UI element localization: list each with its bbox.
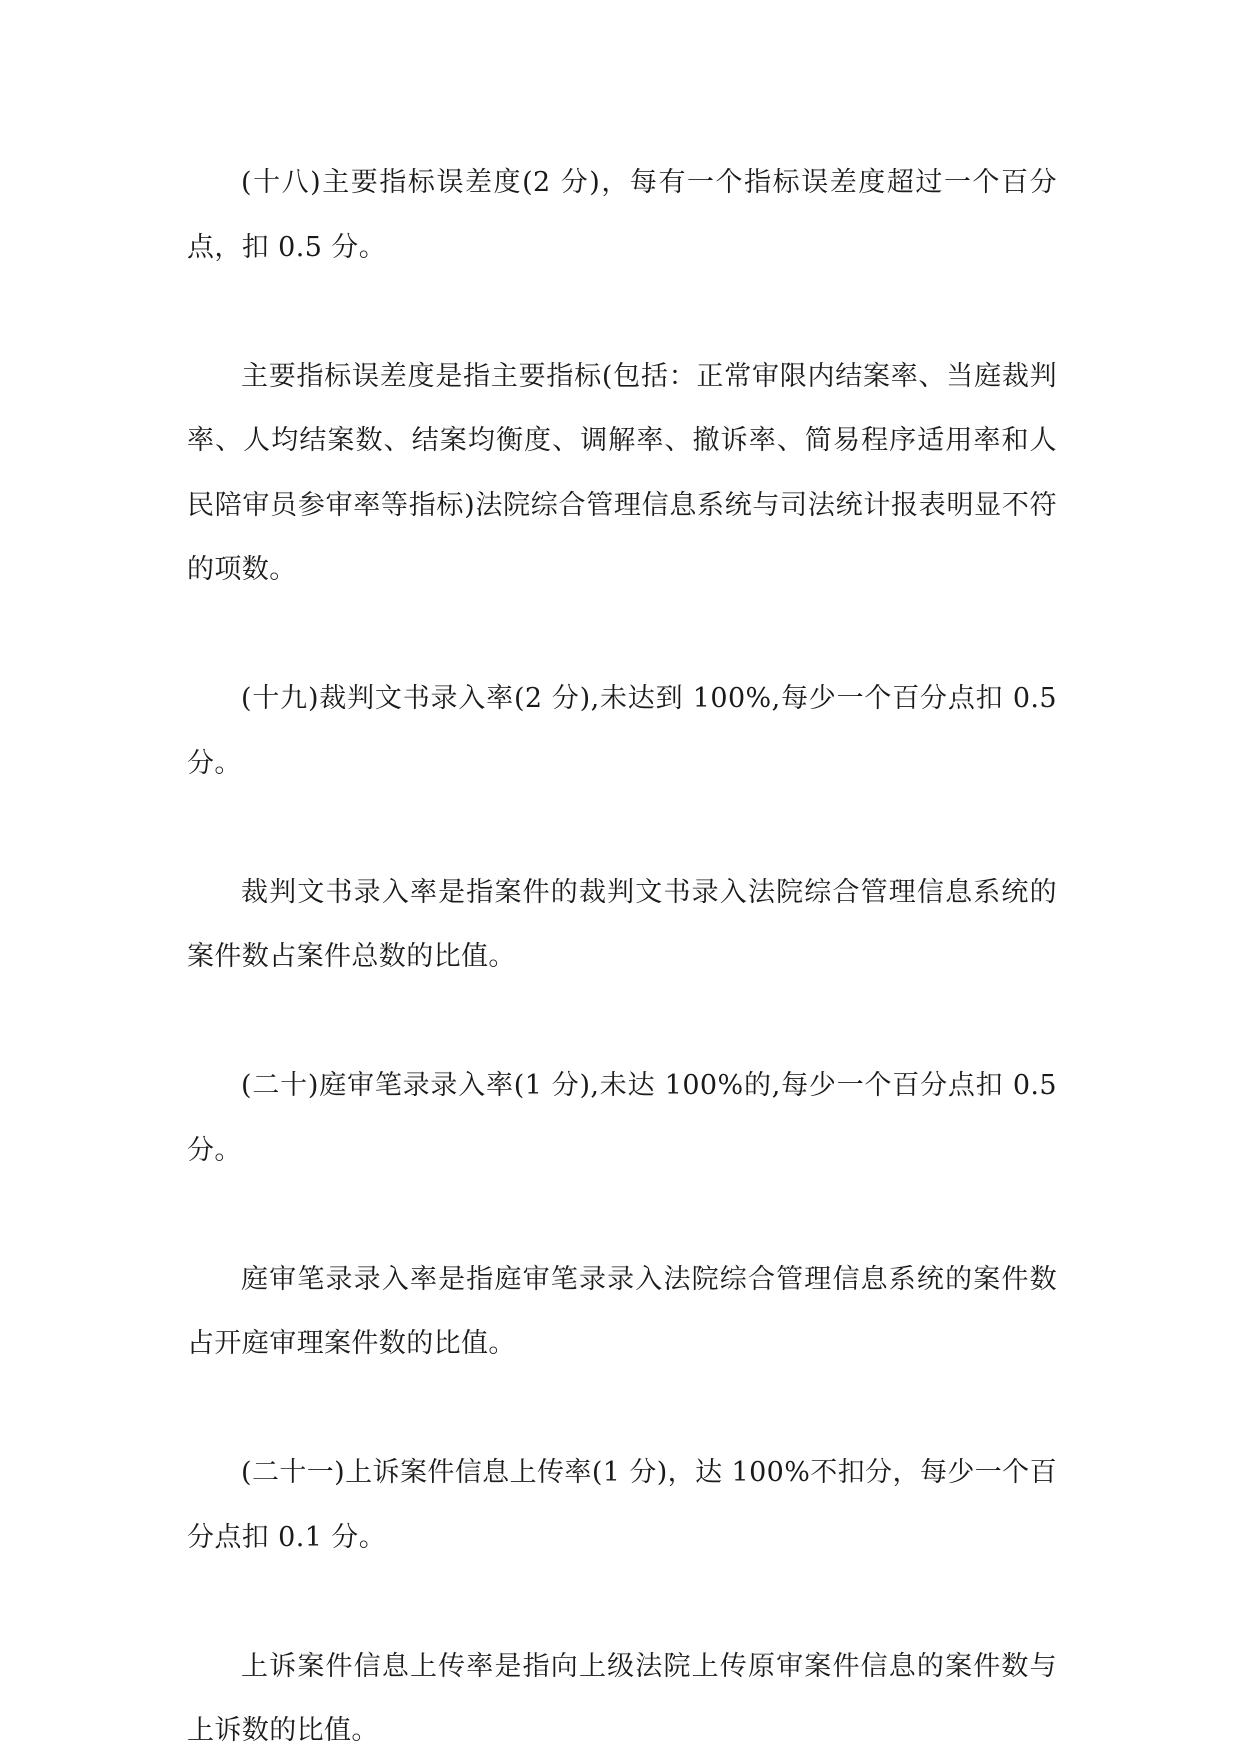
paragraph-spacer (187, 1183, 1057, 1248)
paragraph-spacer (187, 990, 1057, 1055)
paragraph-item-19-definition: 裁判文书录入率是指案件的裁判文书录入法院综合管理信息系统的案件数占案件总数的比值。 (187, 876, 1057, 972)
paragraph-item-20-definition: 庭审笔录录入率是指庭审笔录录入法院综合管理信息系统的案件数占开庭审理案件数的比值。 (187, 1263, 1057, 1359)
paragraph-spacer (187, 796, 1057, 861)
paragraph-spacer (187, 603, 1057, 668)
paragraph-item-18: (十八)主要指标误差度(2 分)，每有一个指标误差度超过一个百分点，扣 0.5 分。 (187, 167, 1057, 263)
paragraph-item-18-definition: 主要指标误差度是指主要指标(包括：正常审限内结案率、当庭裁判率、人均结案数、结案均衡度、调解率、撤诉率、简易程序适用率和人民陪审员参审率等指标)法院综合管理信息系统与司法统计报表明显不符的项数。 (187, 360, 1057, 585)
paragraph-item-19: (十九)裁判文书录入率(2 分),未达到 100%,每少一个百分点扣 0.5 分。 (187, 683, 1057, 779)
paragraph-item-21: (二十一)上诉案件信息上传率(1 分)，达 100%不扣分，每少一个百分点扣 0.1 分。 (187, 1457, 1057, 1553)
paragraph-item-21-definition: 上诉案件信息上传率是指向上级法院上传原审案件信息的案件数与上诉数的比值。 (187, 1650, 1057, 1746)
document-body (187, 151, 1057, 1764)
paragraph-spacer (187, 280, 1057, 345)
paragraph-item-20: (二十)庭审笔录录入率(1 分),未达 100%的,每少一个百分点扣 0.5 分。 (187, 1070, 1057, 1166)
paragraph-spacer (187, 1377, 1057, 1442)
paragraph-spacer (187, 1570, 1057, 1635)
